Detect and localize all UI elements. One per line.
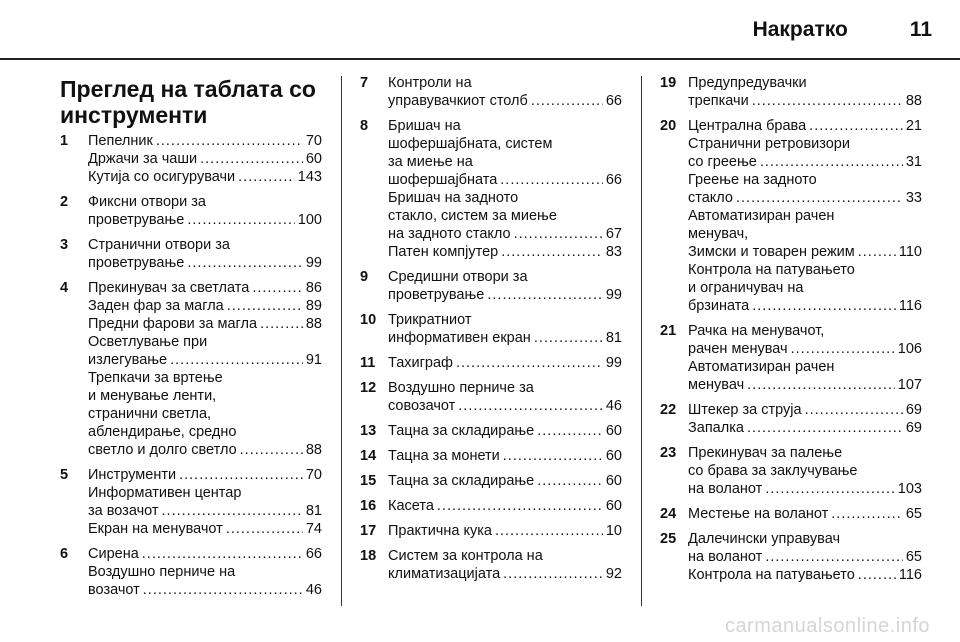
entry-number: 13 — [360, 423, 377, 439]
page-reference[interactable]: 46 — [305, 582, 322, 598]
index-entry — [60, 466, 322, 538]
dot-leader — [858, 566, 896, 584]
dot-leader — [736, 189, 903, 207]
page-reference[interactable]: 10 — [605, 523, 622, 539]
entry-text: Практична кука — [388, 523, 492, 539]
page-reference[interactable]: 99 — [305, 255, 322, 271]
entry-line — [688, 444, 922, 462]
entry-line — [388, 565, 622, 583]
dot-leader — [170, 351, 303, 369]
entry-text: Тацна за складирање — [388, 423, 535, 439]
entry-number: 2 — [60, 194, 69, 210]
entry-line — [88, 545, 322, 563]
index-entry — [660, 117, 922, 315]
dot-leader — [537, 422, 603, 440]
section-title-line-1: Преглед на таблата со — [60, 76, 316, 102]
page-reference[interactable]: 46 — [605, 398, 622, 414]
entry-text: Контрола на патувањето — [688, 262, 855, 278]
entry-text: Осветлување при — [88, 334, 208, 350]
entry-number: 14 — [360, 448, 377, 464]
dot-leader — [503, 447, 603, 465]
entry-text: Касета — [388, 498, 434, 514]
page-reference[interactable]: 60 — [605, 498, 622, 514]
page-reference[interactable]: 65 — [905, 506, 922, 522]
page-reference[interactable]: 110 — [898, 244, 922, 260]
entry-text: Контроли на — [388, 75, 472, 91]
entry-text: излегување — [88, 352, 168, 368]
entry-text: климатизацијата — [388, 566, 501, 582]
dot-leader — [162, 502, 303, 520]
entry-line — [388, 379, 622, 397]
dot-leader — [747, 376, 895, 394]
entry-number: 3 — [60, 237, 69, 253]
page-reference[interactable]: 70 — [305, 467, 322, 483]
entry-text: Тахиграф — [388, 355, 453, 371]
entry-line — [388, 397, 622, 415]
entry-line — [388, 422, 622, 440]
entry-number: 20 — [660, 118, 677, 134]
entry-text: Автоматизиран рачен — [688, 359, 835, 375]
index-entry — [660, 505, 922, 523]
header-title: Накратко — [752, 18, 848, 41]
dot-leader — [456, 354, 603, 372]
entry-line — [688, 462, 922, 480]
dot-leader — [156, 132, 303, 150]
entry-text: Контрола на патувањето — [688, 567, 855, 583]
page-reference[interactable]: 60 — [605, 448, 622, 464]
entry-text: Сирена — [88, 546, 139, 562]
entry-line — [688, 207, 922, 225]
dot-leader — [760, 153, 903, 171]
entry-line — [688, 322, 922, 340]
entry-text: Држачи за чаши — [88, 151, 198, 167]
entry-line — [388, 354, 622, 372]
index-entry — [360, 472, 622, 490]
entry-line — [88, 387, 322, 405]
entry-line — [88, 502, 322, 520]
entry-number: 1 — [60, 133, 69, 149]
entry-number: 5 — [60, 467, 69, 483]
entry-line — [388, 171, 622, 189]
entry-line — [88, 150, 322, 168]
dot-leader — [226, 520, 303, 538]
entry-text: возачот — [88, 582, 140, 598]
page-reference[interactable]: 66 — [305, 546, 322, 562]
entry-line — [88, 236, 322, 254]
index-entry — [660, 322, 922, 394]
entry-number: 12 — [360, 380, 377, 396]
entry-text: стакло — [688, 190, 733, 206]
entry-text: Странични ретровизори — [688, 136, 850, 152]
dot-leader — [487, 286, 603, 304]
entry-line — [688, 135, 922, 153]
entry-line — [688, 92, 922, 110]
entry-text: проветрување — [388, 287, 485, 303]
page-reference[interactable]: 103 — [897, 481, 922, 497]
page-reference[interactable]: 100 — [297, 212, 322, 228]
page-reference[interactable]: 33 — [905, 190, 922, 206]
index-entry — [60, 279, 322, 459]
dot-leader — [187, 254, 303, 272]
page-reference[interactable]: 69 — [905, 420, 922, 436]
entry-line — [688, 566, 922, 584]
entry-line — [388, 522, 622, 540]
entry-text: Средишни отвори за — [388, 269, 528, 285]
entry-number: 18 — [360, 548, 377, 564]
entry-line — [388, 286, 622, 304]
page-reference[interactable]: 66 — [605, 93, 622, 109]
entry-line — [88, 423, 322, 441]
entry-line — [688, 505, 922, 523]
entry-line — [688, 189, 922, 207]
dot-leader — [179, 466, 303, 484]
dot-leader — [227, 297, 303, 315]
page-header — [0, 18, 932, 42]
entry-text: странични светла, — [88, 406, 212, 422]
entry-text: Трепкачи за вртење — [88, 370, 223, 386]
entry-line — [88, 211, 322, 229]
entry-text: Бришач на — [388, 118, 461, 134]
index-entry — [360, 547, 622, 583]
entry-text: Прекинувач за светлата — [88, 280, 250, 296]
entry-line — [688, 117, 922, 135]
index-entry — [360, 422, 622, 440]
section-title — [60, 76, 322, 128]
entry-line — [88, 484, 322, 502]
entry-line — [688, 153, 922, 171]
column-1 — [60, 74, 322, 606]
index-entry — [60, 193, 322, 229]
entry-text: Запалка — [688, 420, 744, 436]
column-divider — [341, 76, 342, 606]
entry-number: 15 — [360, 473, 377, 489]
entry-line — [688, 225, 922, 243]
entry-line — [88, 466, 322, 484]
dot-leader — [252, 279, 303, 297]
entry-text: Штекер за струја — [688, 402, 802, 418]
entry-line — [688, 340, 922, 358]
entry-text: шофершајбната, систем — [388, 136, 553, 152]
entry-number: 19 — [660, 75, 677, 91]
entry-text: и менување ленти, — [88, 388, 217, 404]
page-reference[interactable]: 83 — [605, 244, 622, 260]
page-reference[interactable]: 89 — [305, 298, 322, 314]
page-reference[interactable]: 143 — [297, 169, 322, 185]
page-reference[interactable]: 107 — [897, 377, 922, 393]
index-entry — [360, 497, 622, 515]
dot-leader — [238, 168, 295, 186]
dot-leader — [765, 480, 894, 498]
dot-leader — [495, 522, 603, 540]
dot-leader — [503, 565, 603, 583]
entry-text: Тацна за складирање — [388, 473, 535, 489]
entry-text: Фиксни отвори за — [88, 194, 206, 210]
page-reference[interactable]: 69 — [905, 402, 922, 418]
dot-leader — [831, 505, 903, 523]
entry-text: Воздушно перниче за — [388, 380, 534, 396]
page-reference[interactable]: 86 — [305, 280, 322, 296]
entry-line — [88, 279, 322, 297]
entry-number: 25 — [660, 531, 677, 547]
entry-text: трепкачи — [688, 93, 749, 109]
index-entry — [660, 74, 922, 110]
entry-text: брзината — [688, 298, 750, 314]
dot-leader — [765, 548, 903, 566]
entry-number: 21 — [660, 323, 677, 339]
entry-line — [388, 311, 622, 329]
entry-text: Инструменти — [88, 467, 177, 483]
column-3 — [660, 74, 922, 591]
entry-line — [688, 376, 922, 394]
entry-number: 23 — [660, 445, 677, 461]
entry-line — [388, 447, 622, 465]
entry-text: Воздушно перниче на — [88, 564, 236, 580]
index-entry — [360, 268, 622, 304]
entry-text: проветрување — [88, 255, 185, 271]
dot-leader — [752, 92, 903, 110]
page-reference[interactable]: 99 — [605, 287, 622, 303]
index-entry — [360, 354, 622, 372]
page-reference[interactable]: 92 — [605, 566, 622, 582]
entry-text: Прекинувач за палење — [688, 445, 843, 461]
entry-text: Далечински управувач — [688, 531, 841, 547]
entry-line — [388, 92, 622, 110]
entry-line — [688, 419, 922, 437]
index-entry — [360, 74, 622, 110]
entry-text: Зимски и товарен режим — [688, 244, 855, 260]
entry-line — [88, 563, 322, 581]
entry-line — [388, 329, 622, 347]
entry-text: Централна брава — [688, 118, 807, 134]
entry-text: Систем за контрола на — [388, 548, 543, 564]
page-reference[interactable]: 60 — [305, 151, 322, 167]
entry-text: Екран на менувачот — [88, 521, 223, 537]
entry-text: Греење на задното — [688, 172, 817, 188]
page-number: 11 — [909, 18, 932, 41]
entry-text: стакло, систем за миење — [388, 208, 557, 224]
entry-line — [388, 225, 622, 243]
entry-text: на воланот — [688, 549, 763, 565]
entry-line — [388, 189, 622, 207]
section-title-line-2: инструменти — [60, 102, 208, 128]
entry-text: на воланот — [688, 481, 763, 497]
page-reference[interactable]: 88 — [305, 442, 322, 458]
entry-line — [88, 520, 322, 538]
entry-text: проветрување — [88, 212, 185, 228]
header-rule — [0, 58, 960, 60]
entry-line — [688, 74, 922, 92]
dot-leader — [752, 297, 896, 315]
entry-text: Предни фарови за магла — [88, 316, 258, 332]
entry-line — [88, 297, 322, 315]
dot-leader — [260, 315, 303, 333]
entry-text: менувач — [688, 377, 745, 393]
entry-line — [88, 441, 322, 459]
entry-line — [388, 207, 622, 225]
entry-number: 16 — [360, 498, 377, 514]
entry-line — [388, 153, 622, 171]
page-reference[interactable]: 81 — [605, 330, 622, 346]
dot-leader — [858, 243, 896, 261]
entry-line — [388, 547, 622, 565]
dot-leader — [537, 472, 603, 490]
page-reference[interactable]: 70 — [305, 133, 322, 149]
index-entry — [360, 311, 622, 347]
entry-text: на задното стакло — [388, 226, 511, 242]
entry-line — [88, 351, 322, 369]
entry-text: шофершајбната — [388, 172, 498, 188]
entry-line — [688, 530, 922, 548]
entry-line — [688, 548, 922, 566]
dot-leader — [531, 92, 603, 110]
page-reference[interactable]: 66 — [605, 172, 622, 188]
entry-text: Предупредувачки — [688, 75, 807, 91]
watermark: carmanualsonline.info — [724, 615, 930, 637]
entry-text: рачен менувач — [688, 341, 788, 357]
entry-line — [388, 243, 622, 261]
page-reference[interactable]: 99 — [605, 355, 622, 371]
entry-number: 7 — [360, 75, 369, 91]
index-entry — [60, 545, 322, 599]
entry-text: Кутија со осигурувачи — [88, 169, 236, 185]
entry-text: Странични отвори за — [88, 237, 230, 253]
entry-line — [688, 279, 922, 297]
page-reference[interactable]: 67 — [605, 226, 622, 242]
dot-leader — [143, 581, 303, 599]
page-reference[interactable]: 31 — [905, 154, 922, 170]
entry-text: Заден фар за магла — [88, 298, 224, 314]
page-reference[interactable]: 81 — [305, 503, 322, 519]
entry-line — [88, 193, 322, 211]
entry-text: Патен компјутер — [388, 244, 499, 260]
page-reference[interactable]: 88 — [305, 316, 322, 332]
entry-text: светло и долго светло — [88, 442, 237, 458]
entry-number: 9 — [360, 269, 369, 285]
dot-leader — [805, 401, 903, 419]
dot-leader — [809, 117, 903, 135]
entry-line — [88, 333, 322, 351]
entry-text: Бришач на задното — [388, 190, 519, 206]
dot-leader — [187, 211, 294, 229]
entry-line — [88, 581, 322, 599]
dot-leader — [142, 545, 303, 563]
dot-leader — [437, 497, 603, 515]
page-reference[interactable]: 65 — [905, 549, 922, 565]
entry-number: 10 — [360, 312, 377, 328]
entry-text: со греење — [688, 154, 757, 170]
page-reference[interactable]: 88 — [905, 93, 922, 109]
dot-leader — [534, 329, 603, 347]
entry-text: за миење на — [388, 154, 473, 170]
entry-text: информативен екран — [388, 330, 531, 346]
entry-line — [388, 74, 622, 92]
entry-text: Информативен центар — [88, 485, 242, 501]
entry-line — [388, 268, 622, 286]
page-reference[interactable]: 60 — [605, 473, 622, 489]
page-reference[interactable]: 60 — [605, 423, 622, 439]
entry-text: Трикратниот — [388, 312, 472, 328]
page-reference[interactable]: 116 — [898, 298, 922, 314]
entry-line — [688, 261, 922, 279]
entry-number: 24 — [660, 506, 677, 522]
index-entry — [60, 132, 322, 186]
dot-leader — [500, 171, 603, 189]
entry-line — [688, 171, 922, 189]
page-reference[interactable]: 106 — [897, 341, 922, 357]
page-reference[interactable]: 74 — [305, 521, 322, 537]
column-2 — [360, 74, 622, 590]
entry-text: Рачка на менувачот, — [688, 323, 825, 339]
entry-text: совозачот — [388, 398, 456, 414]
index-entry — [360, 447, 622, 465]
index-entry — [360, 522, 622, 540]
entry-line — [388, 497, 622, 515]
entry-number: 8 — [360, 118, 369, 134]
entry-line — [88, 132, 322, 150]
entry-number: 22 — [660, 402, 677, 418]
entry-text: и ограничувач на — [688, 280, 804, 296]
entry-line — [388, 472, 622, 490]
entry-line — [688, 243, 922, 261]
index-entry — [60, 236, 322, 272]
entry-line — [88, 405, 322, 423]
entry-text: Местење на воланот — [688, 506, 829, 522]
entry-number: 11 — [360, 355, 376, 371]
index-entry — [360, 117, 622, 261]
entry-text: менувач, — [688, 226, 749, 242]
column-divider — [641, 76, 642, 606]
entry-text: Тацна за монети — [388, 448, 500, 464]
entry-number: 6 — [60, 546, 69, 562]
entry-text: аблендирање, средно — [88, 424, 237, 440]
index-entry — [660, 530, 922, 584]
dot-leader — [747, 419, 903, 437]
page-reference[interactable]: 91 — [305, 352, 322, 368]
entry-text: управувачкиот столб — [388, 93, 528, 109]
dot-leader — [514, 225, 603, 243]
dot-leader — [501, 243, 603, 261]
index-entry — [660, 444, 922, 498]
entry-line — [88, 254, 322, 272]
entry-line — [88, 315, 322, 333]
index-entry — [360, 379, 622, 415]
entry-line — [88, 168, 322, 186]
entry-text: Пепелник — [88, 133, 153, 149]
page-reference[interactable]: 116 — [898, 567, 922, 583]
entry-line — [388, 135, 622, 153]
entry-line — [688, 297, 922, 315]
entry-text: со брава за заклучување — [688, 463, 858, 479]
entry-text: за возачот — [88, 503, 159, 519]
index-entry — [660, 401, 922, 437]
entry-number: 17 — [360, 523, 377, 539]
dot-leader — [791, 340, 895, 358]
entry-line — [88, 369, 322, 387]
entry-line — [688, 480, 922, 498]
page-reference[interactable]: 21 — [905, 118, 922, 134]
dot-leader — [458, 397, 603, 415]
entry-line — [688, 358, 922, 376]
entry-line — [388, 117, 622, 135]
entry-text: Автоматизиран рачен — [688, 208, 835, 224]
entry-number: 4 — [60, 280, 69, 296]
dot-leader — [200, 150, 303, 168]
entry-line — [688, 401, 922, 419]
dot-leader — [240, 441, 303, 459]
